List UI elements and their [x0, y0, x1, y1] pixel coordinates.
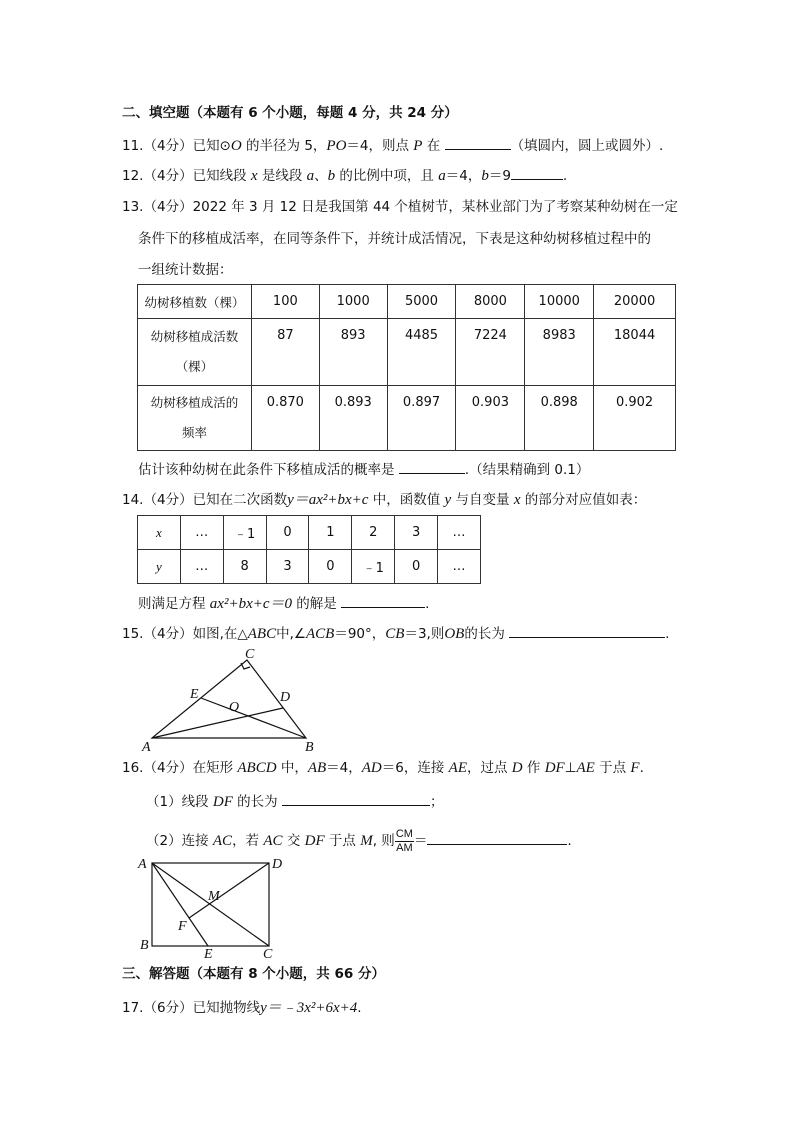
- math-var: AB: [307, 760, 327, 776]
- section-heading-answer: 三、解答题（本题有 8 个小题，共 66 分）: [122, 966, 385, 982]
- xy-table: [137, 515, 481, 584]
- question-text: .: [639, 760, 644, 776]
- table-row: [138, 516, 481, 550]
- math-var: F: [630, 760, 640, 776]
- math-var: a: [438, 168, 446, 184]
- question-text: 作: [522, 760, 545, 776]
- table-cell: 7224: [456, 319, 525, 386]
- question-number: 17.: [122, 1000, 144, 1016]
- math-var: D: [511, 760, 523, 776]
- question-text: 则满足方程: [138, 596, 210, 612]
- label-e: E: [190, 687, 199, 702]
- math-var: OB: [444, 626, 465, 642]
- answer-blank[interactable]: [282, 791, 430, 806]
- table-cell: 2: [352, 516, 395, 550]
- question-13-line-2: 条件下的移植成活率，在同等条件下，并统计成活情况，下表是这种幼树移植过程中的: [138, 231, 651, 247]
- question-text: 与自变量: [451, 492, 514, 508]
- table-cell: 8: [223, 550, 266, 584]
- question-text: , 则: [372, 833, 395, 849]
- table-cell: ﹣1: [352, 550, 395, 584]
- question-text: 在: [422, 138, 445, 154]
- math-var: x: [250, 168, 258, 184]
- math-var: ABC: [247, 626, 277, 642]
- row-header: 幼树移植数（棵）: [138, 285, 252, 319]
- question-11: [122, 135, 663, 155]
- question-text: 中，: [276, 760, 308, 776]
- row-header: y: [138, 550, 181, 584]
- label-b: B: [140, 938, 149, 953]
- question-text: （4分）已知线段: [143, 168, 251, 184]
- math-expression: y＝ax²+bx+c: [287, 492, 369, 508]
- label-m: M: [208, 889, 220, 904]
- math-var: b: [481, 168, 489, 184]
- math-var: x: [513, 492, 521, 508]
- math-var: AE: [448, 760, 467, 776]
- math-var: DF: [212, 794, 233, 810]
- answer-blank[interactable]: [445, 135, 511, 150]
- table-cell: 20000: [594, 285, 676, 319]
- table-cell: …: [180, 516, 223, 550]
- math-var: CB: [385, 626, 405, 642]
- question-16: [122, 759, 644, 777]
- fraction-denominator: AM: [396, 841, 413, 854]
- math-var: PO: [326, 138, 347, 154]
- table-cell: 10000: [525, 285, 594, 319]
- question-text: .（结果精确到 0.1）: [464, 462, 590, 478]
- math-var: P: [413, 138, 423, 154]
- math-var: a: [306, 168, 315, 184]
- question-14: [122, 491, 646, 509]
- question-text: 的部分对应值如表：: [520, 492, 647, 508]
- table-cell: 8000: [456, 285, 525, 319]
- question-text: ，过点: [466, 760, 512, 776]
- question-text: 的长为: [464, 626, 510, 642]
- math-var: ACB: [306, 626, 335, 642]
- table-cell: …: [438, 550, 481, 584]
- rectangle-figure: [132, 852, 292, 962]
- table-cell: 0.897: [387, 386, 456, 451]
- math-var: O: [230, 138, 242, 154]
- table-cell: ﹣1: [223, 516, 266, 550]
- table-cell: 100: [251, 285, 319, 319]
- table-cell: 3: [395, 516, 438, 550]
- question-text: 交: [282, 833, 305, 849]
- question-text: 、: [314, 168, 328, 184]
- question-number: 15.: [122, 626, 144, 642]
- math-var: M: [360, 833, 373, 849]
- label-d: D: [272, 857, 283, 872]
- question-text: （2）连接: [146, 833, 213, 849]
- question-number: 11.: [122, 138, 144, 154]
- triangle-figure: [130, 645, 330, 755]
- question-text: ＝6，连接: [381, 760, 449, 776]
- question-text: 的比例中项，且: [335, 168, 439, 184]
- question-text: （6分）已知抛物线: [143, 1000, 261, 1016]
- table-cell: 1000: [319, 285, 387, 319]
- answer-blank[interactable]: [399, 459, 465, 474]
- math-var: AD: [361, 760, 382, 776]
- segment-ad: [152, 708, 283, 738]
- question-text: 的半径为 5，: [241, 138, 327, 154]
- question-text: 中，函数值: [368, 492, 445, 508]
- question-number: 14.: [122, 492, 144, 508]
- row-header-line: 幼树移植成活数: [150, 329, 239, 344]
- question-text: ＝9: [488, 168, 511, 184]
- label-d: D: [280, 690, 291, 705]
- table-row: [138, 550, 481, 584]
- table-cell: 893: [319, 319, 387, 386]
- question-13-line-1: [122, 198, 678, 216]
- row-header-line: 幼树移植成活的: [150, 395, 239, 410]
- question-13-line-3: 一组统计数据：: [138, 262, 233, 278]
- table-cell: 0.870: [251, 386, 319, 451]
- question-14-ask: [138, 593, 429, 613]
- label-c: C: [245, 647, 255, 662]
- table-cell: 87: [251, 319, 319, 386]
- row-header-line: （棵）: [175, 359, 214, 374]
- label-f: F: [178, 919, 187, 934]
- table-cell: 3: [266, 550, 309, 584]
- question-text: 的长为: [232, 794, 282, 810]
- row-header-line: 频率: [181, 425, 207, 440]
- question-12: [122, 165, 567, 185]
- question-text: ，若: [232, 833, 264, 849]
- table-cell: 5000: [387, 285, 456, 319]
- question-text: （4分）已知⊙: [143, 138, 231, 154]
- table-cell: 0: [266, 516, 309, 550]
- answer-blank[interactable]: [341, 593, 425, 608]
- question-text: 于点: [324, 833, 361, 849]
- label-c: C: [263, 947, 273, 962]
- answer-blank[interactable]: [427, 830, 567, 845]
- table-cell: 4485: [387, 319, 456, 386]
- question-text: ＝4，: [326, 760, 362, 776]
- table-cell: 0: [309, 550, 352, 584]
- math-expression: ax²+bx+c＝0: [209, 596, 293, 612]
- question-text: （4分）2022 年 3 月 12 日是我国第 44 个植树节，某林业部门为了考察某种幼树在一定: [143, 199, 678, 215]
- question-text: .: [357, 1000, 362, 1016]
- math-expression: y＝﹣3x²+6x+4: [260, 1000, 358, 1016]
- table-row: [138, 386, 676, 451]
- label-e: E: [204, 947, 213, 962]
- math-var: y: [444, 492, 452, 508]
- question-text: ＝: [413, 833, 428, 849]
- question-15: [122, 623, 669, 643]
- question-text: ＝3,则: [404, 626, 445, 642]
- label-b: B: [305, 740, 314, 755]
- question-number: 16.: [122, 760, 144, 776]
- math-symbol: ⊥: [564, 760, 577, 776]
- label-a: A: [142, 740, 151, 755]
- question-17: [122, 999, 362, 1017]
- table-cell: 8983: [525, 319, 594, 386]
- question-text: ＝90°，: [334, 626, 386, 642]
- row-header: [138, 386, 252, 451]
- question-text: .: [567, 833, 572, 849]
- question-text: （1）线段: [146, 794, 213, 810]
- label-o: O: [229, 700, 240, 715]
- question-text: ＝4，则点: [346, 138, 414, 154]
- question-text: ＝4，: [445, 168, 482, 184]
- table-row: [138, 319, 676, 386]
- table-cell: …: [438, 516, 481, 550]
- question-text: 是线段: [257, 168, 307, 184]
- table-cell: 0.903: [456, 386, 525, 451]
- segment-df: [189, 863, 269, 918]
- question-text: 于点: [594, 760, 631, 776]
- table-cell: …: [180, 550, 223, 584]
- row-header: x: [138, 516, 181, 550]
- question-text: .: [425, 596, 430, 612]
- question-text: 估计该种幼树在此条件下移植成活的概率是: [138, 462, 399, 478]
- label-a: A: [138, 857, 147, 872]
- question-text: （4分）如图,在△: [143, 626, 248, 642]
- question-number: 13.: [122, 199, 144, 215]
- math-var: AC: [263, 833, 283, 849]
- question-13-ask: [138, 459, 589, 479]
- seedling-table: [137, 284, 676, 451]
- math-var: DF: [304, 833, 325, 849]
- question-text: （填圆内，圆上或圆外）.: [510, 138, 664, 154]
- section-heading-fill-in: 二、填空题（本题有 6 个小题，每题 4 分，共 24 分）: [122, 105, 458, 121]
- answer-blank[interactable]: [509, 623, 665, 638]
- table-row: [138, 285, 676, 319]
- table-cell: 1: [309, 516, 352, 550]
- question-text: 中,∠: [276, 626, 306, 642]
- table-cell: 0.902: [594, 386, 676, 451]
- question-16-part-1: [146, 791, 443, 811]
- math-var: AC: [212, 833, 233, 849]
- question-text: 的解是: [292, 596, 342, 612]
- table-cell: 0: [395, 550, 438, 584]
- table-cell: 18044: [594, 319, 676, 386]
- row-header: [138, 319, 252, 386]
- question-text: .: [562, 168, 568, 184]
- fraction-cm-am: [395, 828, 414, 855]
- question-text: （4分）已知在二次函数: [143, 492, 288, 508]
- question-text: ；: [429, 794, 444, 810]
- math-var: b: [327, 168, 336, 184]
- math-var: AE: [576, 760, 595, 776]
- question-number: 12.: [122, 168, 144, 184]
- question-text: （4分）在矩形: [143, 760, 238, 776]
- table-cell: 0.893: [319, 386, 387, 451]
- table-cell: 0.898: [525, 386, 594, 451]
- fraction-numerator: CM: [395, 827, 413, 840]
- math-var: DF: [544, 760, 565, 776]
- math-var: ABCD: [237, 760, 277, 776]
- answer-blank[interactable]: [511, 165, 563, 180]
- question-text: .: [665, 626, 670, 642]
